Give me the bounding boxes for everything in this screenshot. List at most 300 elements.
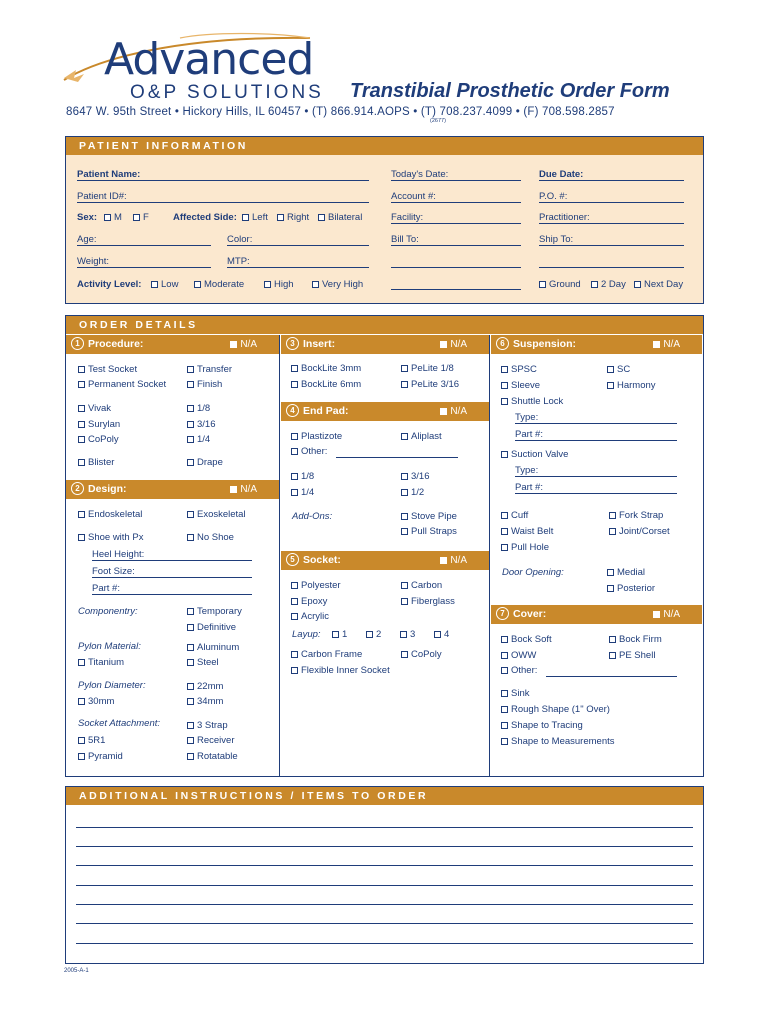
checkbox[interactable] (401, 489, 408, 496)
checkbox[interactable] (440, 408, 447, 415)
sink-option[interactable] (501, 688, 529, 699)
checkbox[interactable] (501, 706, 508, 713)
ship-2day-option[interactable] (591, 279, 626, 290)
practitioner-field[interactable] (539, 223, 684, 224)
option-label: 1/8 (197, 403, 211, 414)
option-label: Definitive (197, 622, 237, 633)
checkbox[interactable] (607, 585, 614, 592)
checkbox[interactable] (501, 528, 508, 535)
flexible-inner-socket-option[interactable] (291, 665, 390, 676)
checkbox[interactable] (187, 511, 194, 518)
cuff-option[interactable] (501, 510, 528, 521)
checkbox[interactable] (242, 214, 249, 221)
finish-option[interactable] (187, 379, 222, 390)
endoskeletal-option[interactable] (78, 509, 142, 520)
checkbox[interactable] (187, 644, 194, 651)
titanium-option[interactable] (78, 657, 124, 668)
endpad-3-16-option[interactable] (401, 471, 430, 482)
shape-to-tracing-option[interactable] (501, 720, 583, 731)
checkbox[interactable] (291, 598, 298, 605)
checkbox[interactable] (187, 683, 194, 690)
column-divider (279, 335, 280, 776)
thickness-1-4-option[interactable] (187, 434, 210, 445)
option-label: CoPoly (411, 649, 442, 660)
step-number-icon: 4 (286, 404, 299, 417)
checkbox[interactable] (187, 381, 194, 388)
shuttle-part-label: Part #: (515, 429, 543, 440)
shuttle-type-field[interactable] (515, 423, 677, 424)
checkbox[interactable] (264, 281, 271, 288)
option-label: Suction Valve (511, 449, 569, 460)
step-number-icon: 7 (496, 607, 509, 620)
shuttle-type-label: Type: (515, 412, 539, 423)
checkbox[interactable] (539, 281, 546, 288)
checkbox[interactable] (78, 698, 85, 705)
checkbox[interactable] (501, 398, 508, 405)
due-date-field[interactable] (539, 180, 684, 181)
option-label: Other: (511, 665, 538, 676)
checkbox[interactable] (133, 214, 140, 221)
cover-title: Cover: (513, 608, 547, 620)
checkbox[interactable] (401, 528, 408, 535)
option-label: 1/4 (301, 487, 315, 498)
option-label: Aluminum (197, 642, 240, 653)
checkbox[interactable] (187, 753, 194, 760)
checkbox[interactable] (78, 753, 85, 760)
checkbox[interactable] (440, 341, 447, 348)
checkbox[interactable] (291, 448, 298, 455)
checkbox[interactable] (291, 433, 298, 440)
endpad-other-field[interactable] (336, 457, 458, 458)
option-label: Sink (511, 688, 530, 699)
checkbox[interactable] (607, 569, 614, 576)
checkbox[interactable] (318, 214, 325, 221)
endpad-other-option[interactable] (291, 446, 327, 457)
door-opening-label: Door Opening: (502, 567, 564, 578)
ship-to-field[interactable] (539, 245, 684, 246)
vivak-option[interactable] (78, 403, 111, 414)
acrylic-option[interactable] (291, 611, 329, 622)
checkbox[interactable] (230, 486, 237, 493)
option-label: BockLite 3mm (301, 363, 362, 374)
transfer-option[interactable] (187, 364, 232, 375)
30mm-option[interactable] (78, 696, 114, 707)
joint-corset-option[interactable] (609, 526, 670, 537)
drape-option[interactable] (187, 457, 223, 468)
checkbox[interactable] (187, 405, 194, 412)
end-pad-title: End Pad: (303, 405, 349, 417)
option-label: Waist Belt (511, 526, 554, 537)
option-label: Stove Pipe (411, 511, 457, 522)
valve-type-label: Type: (515, 465, 539, 476)
fiberglass-option[interactable] (401, 596, 455, 607)
carbon-option[interactable] (401, 580, 442, 591)
option-label: 3/16 (197, 419, 216, 430)
checkbox[interactable] (187, 624, 194, 631)
design-title: Design: (88, 483, 127, 495)
epoxy-option[interactable] (291, 596, 327, 607)
checkbox[interactable] (187, 722, 194, 729)
34mm-option[interactable] (187, 696, 223, 707)
socket-copoly-option[interactable] (401, 649, 442, 660)
shape-to-measurements-option[interactable] (501, 736, 615, 747)
side-bilateral-label: Bilateral (328, 212, 363, 223)
checkbox[interactable] (501, 451, 508, 458)
checkbox[interactable] (78, 737, 85, 744)
addons-label: Add-Ons: (292, 511, 333, 522)
checkbox[interactable] (187, 659, 194, 666)
checkbox[interactable] (653, 611, 660, 618)
layup-3-option[interactable] (400, 629, 415, 640)
permanent-socket-option[interactable] (78, 379, 166, 390)
color-label: Color: (227, 234, 253, 245)
checkbox[interactable] (501, 667, 508, 674)
heel-height-field[interactable] (92, 560, 252, 561)
checkbox[interactable] (401, 381, 408, 388)
checkbox[interactable] (401, 433, 408, 440)
color-field[interactable] (227, 245, 369, 246)
brand-name: Advanced (104, 34, 314, 85)
checkbox[interactable] (312, 281, 319, 288)
3-strap-option[interactable] (187, 720, 228, 731)
activity-level-label: Activity Level: (77, 279, 142, 290)
surylan-option[interactable] (78, 419, 120, 430)
checkbox[interactable] (187, 421, 194, 428)
cover-na-option[interactable] (653, 605, 680, 624)
stove-pipe-option[interactable] (401, 511, 457, 522)
mtp-field[interactable] (227, 267, 369, 268)
ship-ground-option[interactable] (539, 279, 581, 290)
option-label: Fork Strap (619, 510, 664, 521)
na-label: N/A (240, 484, 257, 495)
checkbox[interactable] (78, 366, 85, 373)
checkbox[interactable] (291, 365, 298, 372)
receiver-option[interactable] (187, 735, 235, 746)
design-part-field[interactable] (92, 594, 252, 595)
option-label: Bock Soft (511, 634, 552, 645)
steel-option[interactable] (187, 657, 219, 668)
weight-field[interactable] (77, 267, 211, 268)
aluminum-option[interactable] (187, 642, 239, 653)
checkbox[interactable] (501, 382, 508, 389)
instruction-line[interactable] (76, 827, 693, 828)
bill-to-line-2[interactable] (391, 267, 521, 268)
harmony-option[interactable] (607, 380, 656, 391)
checkbox[interactable] (78, 381, 85, 388)
activity-high-option[interactable] (264, 279, 294, 290)
bill-to-line-3[interactable] (391, 289, 521, 290)
rough-shape-option[interactable] (501, 704, 610, 715)
waist-belt-option[interactable] (501, 526, 553, 537)
layup-2-option[interactable] (366, 629, 381, 640)
thickness-3-16-option[interactable] (187, 419, 216, 430)
checkbox[interactable] (401, 473, 408, 480)
checkbox[interactable] (440, 557, 447, 564)
patient-name-field[interactable] (77, 180, 369, 181)
checkbox[interactable] (78, 534, 85, 541)
blister-option[interactable] (78, 457, 114, 468)
checkbox[interactable] (501, 652, 508, 659)
suspension-title: Suspension: (513, 338, 577, 350)
checkbox[interactable] (78, 436, 85, 443)
endpad-1-8-option[interactable] (291, 471, 314, 482)
valve-type-field[interactable] (515, 476, 677, 477)
checkbox[interactable] (332, 631, 339, 638)
22mm-option[interactable] (187, 681, 223, 692)
option-label: OWW (511, 650, 537, 661)
checkbox[interactable] (609, 636, 616, 643)
layup-4-option[interactable] (434, 629, 449, 640)
checkbox[interactable] (653, 341, 660, 348)
checkbox[interactable] (78, 511, 85, 518)
ship-2day-label: 2 Day (601, 279, 626, 290)
checkbox[interactable] (501, 544, 508, 551)
aliplast-option[interactable] (401, 431, 442, 442)
checkbox[interactable] (291, 582, 298, 589)
side-left-label: Left (252, 212, 268, 223)
option-label: SPSC (511, 364, 537, 375)
order-details-section (65, 315, 704, 777)
no-shoe-option[interactable] (187, 532, 234, 543)
option-label: 4 (444, 629, 450, 640)
suspension-na-option[interactable] (653, 335, 680, 354)
facility-field[interactable] (391, 223, 521, 224)
oww-option[interactable] (501, 650, 536, 661)
option-label: 1/2 (411, 487, 425, 498)
endpad-1-2-option[interactable] (401, 487, 424, 498)
checkbox[interactable] (187, 366, 194, 373)
checkbox[interactable] (194, 281, 201, 288)
step-number-icon: 5 (286, 553, 299, 566)
po-field[interactable] (539, 202, 684, 203)
ship-to-line-2[interactable] (539, 267, 684, 268)
temporary-option[interactable] (187, 606, 242, 617)
polyester-option[interactable] (291, 580, 341, 591)
suction-valve-option[interactable] (501, 449, 568, 460)
exoskeletal-option[interactable] (187, 509, 246, 520)
checkbox[interactable] (501, 738, 508, 745)
checkbox[interactable] (634, 281, 641, 288)
fork-strap-option[interactable] (609, 510, 663, 521)
bocklite-3mm-option[interactable] (291, 363, 361, 374)
checkbox[interactable] (78, 459, 85, 466)
rotatable-option[interactable] (187, 751, 238, 762)
posterior-option[interactable] (607, 583, 655, 594)
checkbox[interactable] (187, 698, 194, 705)
ship-nextday-option[interactable] (634, 279, 683, 290)
cover-header (491, 605, 702, 624)
instruction-line[interactable] (76, 885, 693, 886)
instruction-line[interactable] (76, 846, 693, 847)
patient-information-header: PATIENT INFORMATION (66, 137, 703, 155)
checkbox[interactable] (501, 722, 508, 729)
carbon-frame-option[interactable] (291, 649, 362, 660)
side-bilateral-option[interactable] (318, 212, 362, 223)
spsc-option[interactable] (501, 364, 537, 375)
pe-shell-option[interactable] (609, 650, 655, 661)
checkbox[interactable] (591, 281, 598, 288)
checkbox[interactable] (291, 489, 298, 496)
procedure-na-option[interactable] (230, 335, 257, 354)
cover-other-field[interactable] (546, 676, 677, 677)
instruction-line[interactable] (76, 865, 693, 866)
side-right-option[interactable] (277, 212, 309, 223)
practitioner-label: Practitioner: (539, 212, 590, 223)
test-socket-option[interactable] (78, 364, 137, 375)
checkbox[interactable] (291, 651, 298, 658)
checkbox[interactable] (187, 459, 194, 466)
side-left-option[interactable] (242, 212, 268, 223)
checkbox[interactable] (607, 382, 614, 389)
todays-date-label: Today's Date: (391, 169, 449, 180)
shuttle-part-field[interactable] (515, 440, 677, 441)
step-number-icon: 6 (496, 337, 509, 350)
checkbox[interactable] (187, 436, 194, 443)
option-label: SC (617, 364, 631, 375)
checkbox[interactable] (501, 512, 508, 519)
option-label: Test Socket (88, 364, 138, 375)
option-label: PeLite 3/16 (411, 379, 460, 390)
foot-size-field[interactable] (92, 577, 252, 578)
option-label: Sleeve (511, 380, 541, 391)
checkbox[interactable] (401, 513, 408, 520)
checkbox[interactable] (291, 381, 298, 388)
checkbox[interactable] (151, 281, 158, 288)
pylon-material-label: Pylon Material: (78, 641, 141, 652)
plastizote-option[interactable] (291, 431, 342, 442)
checkbox[interactable] (187, 737, 194, 744)
step-number-icon: 3 (286, 337, 299, 350)
option-label: Rotatable (197, 751, 238, 762)
checkbox[interactable] (401, 365, 408, 372)
activity-very-high-label: Very High (322, 279, 364, 290)
checkbox[interactable] (400, 631, 407, 638)
option-label: Exoskeletal (197, 509, 246, 520)
sex-f-option[interactable] (133, 212, 149, 223)
checkbox[interactable] (434, 631, 441, 638)
instruction-line[interactable] (76, 943, 693, 944)
option-label: PE Shell (619, 650, 656, 661)
checkbox[interactable] (187, 608, 194, 615)
age-label: Age: (77, 234, 97, 245)
na-label: N/A (450, 339, 467, 350)
pylon-diameter-label: Pylon Diameter: (78, 680, 146, 691)
na-label: N/A (663, 339, 680, 350)
option-label: Surylan (88, 419, 121, 430)
checkbox[interactable] (401, 651, 408, 658)
layup-label: Layup: (292, 629, 321, 640)
checkbox[interactable] (609, 512, 616, 519)
checkbox[interactable] (187, 534, 194, 541)
option-label: Flexible Inner Socket (301, 665, 390, 676)
option-label: No Shoe (197, 532, 234, 543)
shoe-with-px-option[interactable] (78, 532, 143, 543)
checkbox[interactable] (609, 528, 616, 535)
instruction-line[interactable] (76, 923, 693, 924)
activity-low-option[interactable] (151, 279, 178, 290)
na-label: N/A (240, 339, 257, 350)
pull-hole-option[interactable] (501, 542, 549, 553)
cover-other-option[interactable] (501, 665, 537, 676)
option-label: 2 (376, 629, 382, 640)
instruction-line[interactable] (76, 904, 693, 905)
checkbox[interactable] (291, 667, 298, 674)
side-right-label: Right (287, 212, 310, 223)
activity-very-high-option[interactable] (312, 279, 363, 290)
todays-date-field[interactable] (391, 180, 521, 181)
patient-id-field[interactable] (77, 202, 369, 203)
5r1-option[interactable] (78, 735, 105, 746)
thickness-1-8-option[interactable] (187, 403, 210, 414)
valve-part-label: Part #: (515, 482, 543, 493)
option-label: Shape to Tracing (511, 720, 583, 731)
checkbox[interactable] (607, 366, 614, 373)
end-pad-na-option[interactable] (440, 402, 467, 421)
checkbox[interactable] (78, 405, 85, 412)
checkbox[interactable] (501, 366, 508, 373)
endpad-1-4-option[interactable] (291, 487, 314, 498)
foot-size-label: Foot Size: (92, 566, 135, 577)
checkbox[interactable] (501, 636, 508, 643)
bock-soft-option[interactable] (501, 634, 552, 645)
socket-title: Socket: (303, 554, 341, 566)
medial-option[interactable] (607, 567, 645, 578)
checkbox[interactable] (78, 421, 85, 428)
pelite-3-16-option[interactable] (401, 379, 459, 390)
design-na-option[interactable] (230, 480, 257, 499)
shuttle-lock-option[interactable] (501, 396, 563, 407)
componentry-label: Componentry: (78, 606, 138, 617)
bill-to-field[interactable] (391, 245, 521, 246)
checkbox[interactable] (609, 652, 616, 659)
bill-to-label: Bill To: (391, 234, 419, 245)
insert-na-option[interactable] (440, 335, 467, 354)
checkbox[interactable] (401, 598, 408, 605)
account-field[interactable] (391, 202, 521, 203)
valve-part-field[interactable] (515, 493, 677, 494)
checkbox[interactable] (401, 582, 408, 589)
copoly-option[interactable] (78, 434, 119, 445)
checkbox[interactable] (277, 214, 284, 221)
pull-straps-option[interactable] (401, 526, 457, 537)
sc-option[interactable] (607, 364, 630, 375)
option-label: Drape (197, 457, 223, 468)
socket-na-option[interactable] (440, 551, 467, 570)
checkbox[interactable] (104, 214, 111, 221)
socket-attachment-label: Socket Attachment: (78, 718, 161, 729)
pyramid-option[interactable] (78, 751, 123, 762)
checkbox[interactable] (230, 341, 237, 348)
pelite-1-8-option[interactable] (401, 363, 454, 374)
option-label: 22mm (197, 681, 224, 692)
activity-moderate-option[interactable] (194, 279, 244, 290)
sleeve-option[interactable] (501, 380, 540, 391)
checkbox[interactable] (291, 613, 298, 620)
po-label: P.O. #: (539, 191, 568, 202)
sex-m-option[interactable] (104, 212, 122, 223)
age-field[interactable] (77, 245, 211, 246)
checkbox[interactable] (501, 690, 508, 697)
layup-1-option[interactable] (332, 629, 347, 640)
bocklite-6mm-option[interactable] (291, 379, 361, 390)
option-label: Acrylic (301, 611, 329, 622)
bock-firm-option[interactable] (609, 634, 662, 645)
checkbox[interactable] (291, 473, 298, 480)
definitive-option[interactable] (187, 622, 236, 633)
checkbox[interactable] (366, 631, 373, 638)
checkbox[interactable] (78, 659, 85, 666)
option-label: Shape to Measurements (511, 736, 615, 747)
